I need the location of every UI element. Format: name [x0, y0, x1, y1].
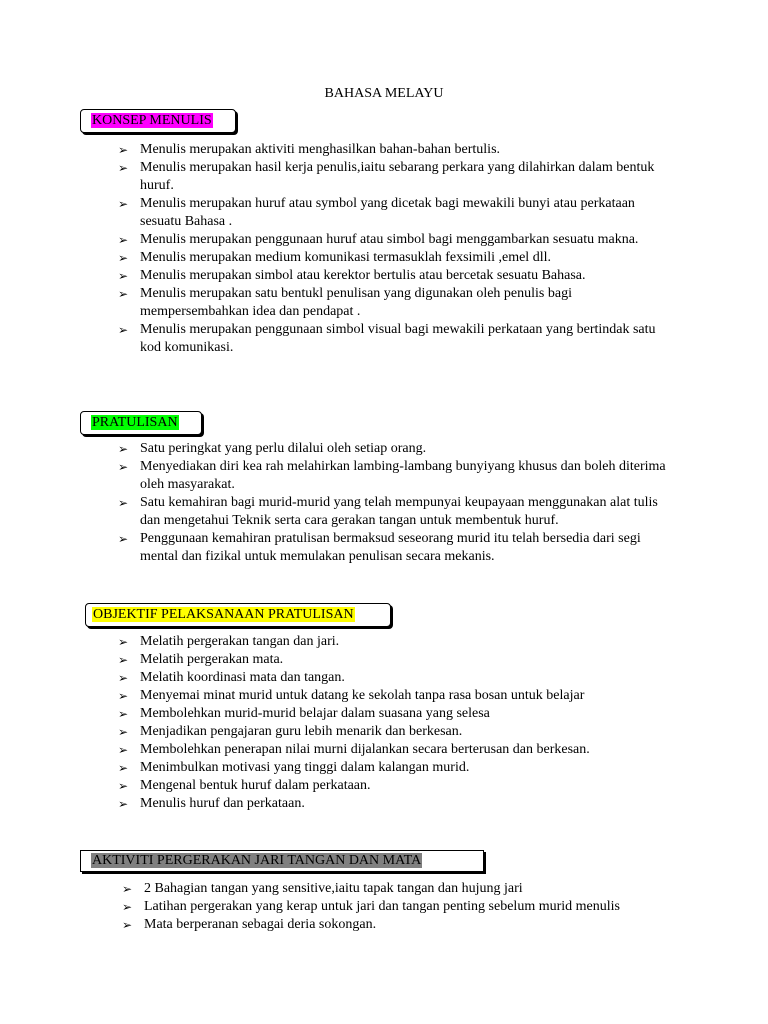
- list-item: ➢ 2 Bahagian tangan yang sensitive,iaitu tapak tangan dan hujung jari: [122, 881, 523, 896]
- list-item: ➢ Menulis huruf dan perkataan.: [118, 796, 305, 811]
- list-item: ➢ Menulis merupakan aktiviti menghasilkan bahan-bahan bertulis.: [118, 142, 501, 157]
- bullet-arrow-icon: ➢: [118, 269, 129, 283]
- section-heading-aktiviti: AKTIVITI PERGERAKAN JARI TANGAN DAN MATA: [92, 853, 422, 868]
- pratulisan-list: [118, 440, 678, 566]
- bullet-arrow-icon: ➢: [118, 671, 129, 685]
- list-item: ➢ Satu peringkat yang perlu dilalui oleh setiap orang.: [118, 441, 427, 456]
- list-item: ➢ Melatih koordinasi mata dan tangan.: [118, 670, 345, 685]
- bullet-arrow-icon: ➢: [118, 761, 129, 775]
- bullet-arrow-icon: ➢: [118, 143, 129, 157]
- section-heading-pratulisan: PRATULISAN: [92, 415, 178, 430]
- bullet-arrow-icon: ➢: [118, 707, 129, 721]
- bullet-arrow-icon: ➢: [122, 900, 133, 914]
- list-item: ➢ Menulis merupakan huruf atau symbol yang dicetak bagi mewakili bunyi atau perkataan sesuatu Bahasa .: [118, 196, 635, 229]
- list-item: ➢ Mata berperanan sebagai deria sokongan.: [122, 917, 377, 932]
- bullet-arrow-icon: ➢: [118, 689, 129, 703]
- list-item: ➢ Menyediakan diri kea rah melahirkan lambing-lambang bunyiyang khusus dan boleh diterima oleh masyarakat.: [118, 459, 666, 492]
- section-heading-box-pratulisan: [80, 411, 202, 435]
- list-item: ➢ Mengenal bentuk huruf dalam perkataan.: [118, 778, 371, 793]
- objektif-list: [118, 633, 678, 813]
- list-item: ➢ Menyemai minat murid untuk datang ke sekolah tanpa rasa bosan untuk belajar: [118, 688, 585, 703]
- bullet-arrow-icon: ➢: [118, 496, 129, 510]
- bullet-arrow-icon: ➢: [118, 323, 129, 337]
- bullet-arrow-icon: ➢: [118, 797, 129, 811]
- list-item: ➢ Menulis merupakan simbol atau kerektor bertulis atau bercetak sesuatu Bahasa.: [118, 268, 586, 283]
- section-heading-box-konsep: [80, 109, 236, 133]
- list-item: ➢ Menulis merupakan hasil kerja penulis,iaitu sebarang perkara yang dilahirkan dalam bentuk huruf.: [118, 160, 655, 193]
- bullet-arrow-icon: ➢: [122, 918, 133, 932]
- list-item: ➢ Latihan pergerakan yang kerap untuk jari dan tangan penting sebelum murid menulis: [122, 899, 620, 914]
- konsep-list: [118, 141, 658, 357]
- list-item: ➢ Menulis merupakan satu bentukl penulisan yang digunakan oleh penulis bagi mempersembahkan idea dan pendapat .: [118, 286, 572, 319]
- list-item: ➢ Menulis merupakan medium komunikasi termasuklah fexsimili ,emel dll.: [118, 250, 551, 265]
- section-heading-objektif: OBJEKTIF PELAKSANAAN PRATULISAN: [93, 607, 354, 622]
- section-heading-konsep: KONSEP MENULIS: [92, 113, 212, 128]
- bullet-arrow-icon: ➢: [118, 251, 129, 265]
- bullet-arrow-icon: ➢: [122, 882, 133, 896]
- list-item: ➢ Menimbulkan motivasi yang tinggi dalam kalangan murid.: [118, 760, 470, 775]
- bullet-arrow-icon: ➢: [118, 635, 129, 649]
- list-item: ➢ Satu kemahiran bagi murid-murid yang telah mempunyai keupayaan menggunakan alat tulis dan mengetahui Teknik serta cara gerakan tangan untuk membentuk huruf.: [118, 495, 658, 528]
- list-item: ➢ Menjadikan pengajaran guru lebih menarik dan berkesan.: [118, 724, 463, 739]
- bullet-arrow-icon: ➢: [118, 460, 129, 474]
- list-item: ➢ Melatih pergerakan tangan dan jari.: [118, 634, 340, 649]
- bullet-arrow-icon: ➢: [118, 197, 129, 211]
- bullet-arrow-icon: ➢: [118, 442, 129, 456]
- bullet-arrow-icon: ➢: [118, 743, 129, 757]
- bullet-arrow-icon: ➢: [118, 532, 129, 546]
- bullet-arrow-icon: ➢: [118, 779, 129, 793]
- bullet-arrow-icon: ➢: [118, 653, 129, 667]
- list-item: ➢ Membolehkan penerapan nilai murni dijalankan secara berterusan dan berkesan.: [118, 742, 590, 757]
- bullet-arrow-icon: ➢: [118, 725, 129, 739]
- list-item: ➢ Menulis merupakan penggunaan simbol visual bagi mewakili perkataan yang bertindak satu kod komunikasi.: [118, 322, 656, 355]
- list-item: ➢ Penggunaan kemahiran pratulisan bermaksud seseorang murid itu telah bersedia dari segi mental dan fizikal untuk memulakan penulisan secara mekanis.: [118, 531, 641, 564]
- section-heading-box-objektif: [85, 603, 391, 627]
- list-item: ➢ Menulis merupakan penggunaan huruf atau simbol bagi menggambarkan sesuatu makna.: [118, 232, 639, 247]
- bullet-arrow-icon: ➢: [118, 233, 129, 247]
- bullet-arrow-icon: ➢: [118, 287, 129, 301]
- page-title: BAHASA MELAYU: [324, 86, 444, 101]
- section-heading-box-aktiviti: [80, 850, 484, 872]
- list-item: ➢ Membolehkan murid-murid belajar dalam suasana yang selesa: [118, 706, 490, 721]
- aktiviti-list: [122, 880, 702, 934]
- bullet-arrow-icon: ➢: [118, 161, 129, 175]
- list-item: ➢ Melatih pergerakan mata.: [118, 652, 284, 667]
